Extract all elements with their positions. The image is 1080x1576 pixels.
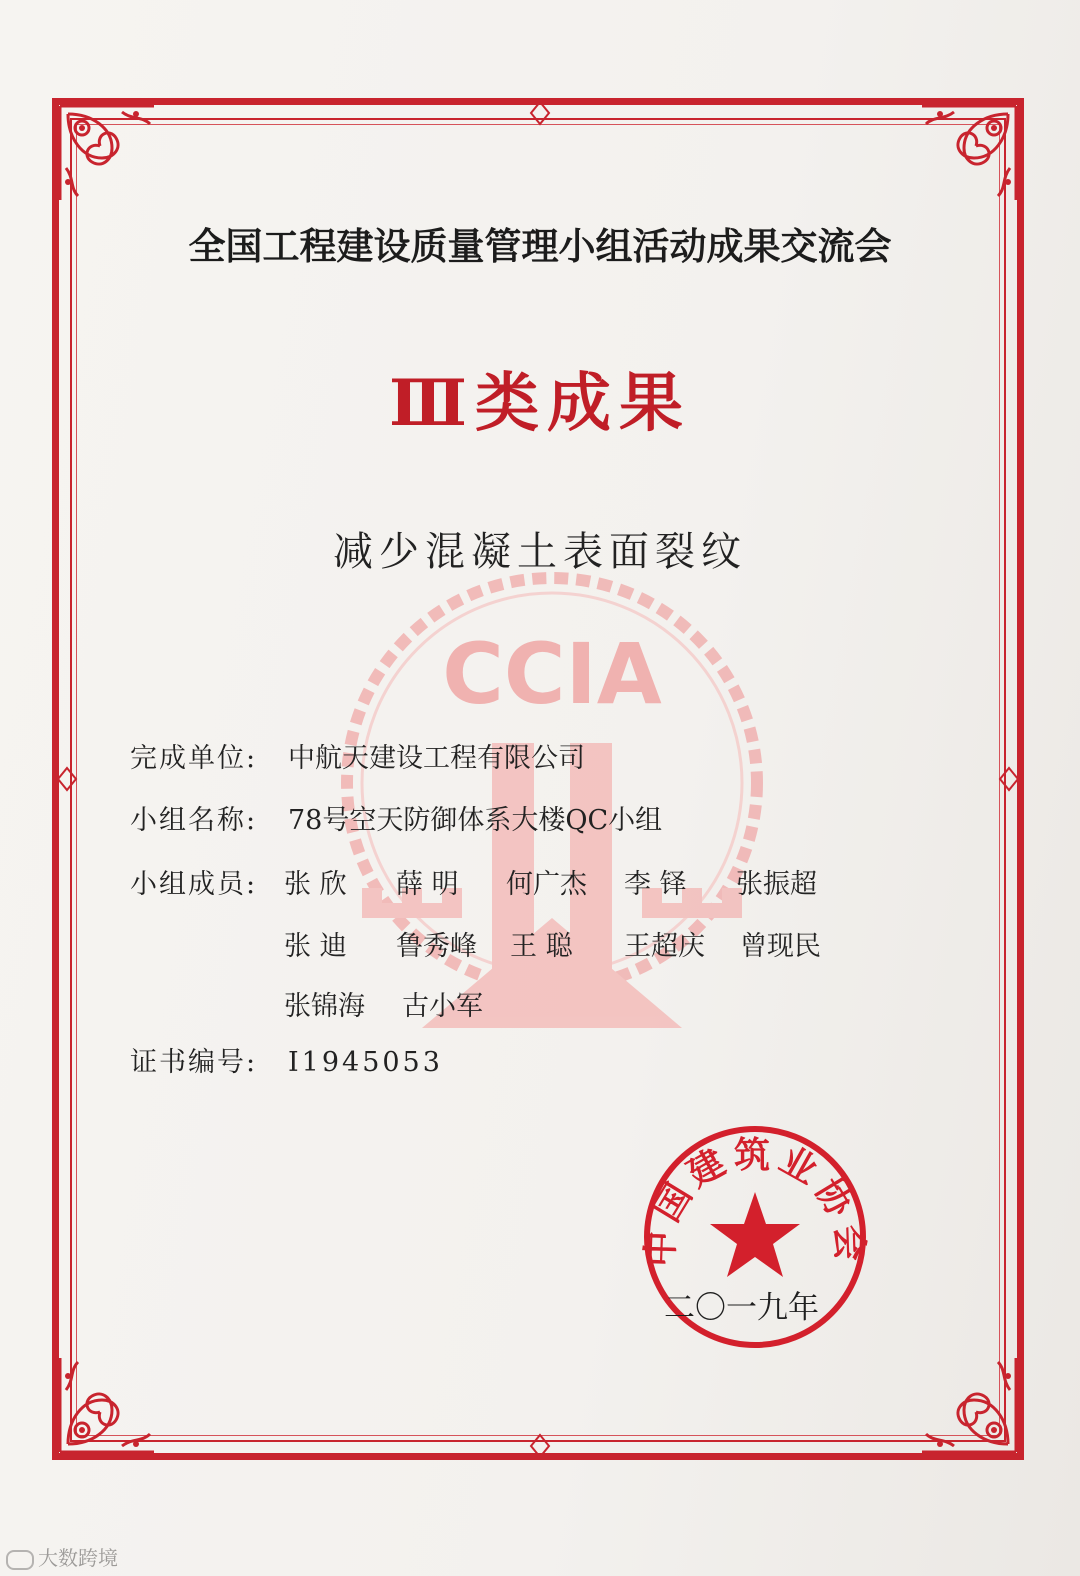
certificate-number-row <box>130 1040 443 1079</box>
group-name-value: 78号空天防御体系大楼QC小组 <box>288 805 663 836</box>
member-name: 古小军 <box>402 991 483 1022</box>
member-name: 何广杰 <box>506 869 587 900</box>
award-level-title: Ⅲ类成果 <box>389 366 691 441</box>
corner-ornament-icon <box>914 1350 1024 1460</box>
member-name: 张振超 <box>736 869 817 900</box>
member-name: 曾现民 <box>740 931 821 962</box>
seal-text: 中国建筑业协会 <box>640 1134 870 1268</box>
group-name-label: 小组名称: <box>130 805 258 836</box>
footer-logo-text: 大数跨境 <box>38 1546 118 1570</box>
completion-unit-row <box>130 736 585 775</box>
corner-ornament-icon <box>52 98 162 208</box>
edge-ornament-icon <box>54 766 80 792</box>
member-name: 王超庆 <box>624 931 705 962</box>
member-name: 张锦海 <box>284 991 365 1022</box>
member-name: 李 铎 <box>624 869 687 900</box>
issue-date: 二〇一九年 <box>664 1290 819 1326</box>
star-icon <box>710 1192 800 1277</box>
svg-text:CCIA: CCIA <box>442 625 662 723</box>
completion-unit-label: 完成单位: <box>130 743 258 774</box>
group-members-row <box>130 862 280 901</box>
member-name: 鲁秀峰 <box>396 931 477 962</box>
certificate-number-label: 证书编号: <box>130 1047 258 1078</box>
group-name-row <box>130 798 662 837</box>
edge-ornament-icon <box>996 766 1022 792</box>
corner-ornament-icon <box>52 1350 162 1460</box>
member-name: 张 欣 <box>284 869 347 900</box>
footer-logo <box>6 1542 118 1571</box>
footer-logo-icon <box>6 1550 34 1570</box>
group-members-label: 小组成员: <box>130 869 258 900</box>
conference-title: 全国工程建设质量管理小组活动成果交流会 <box>188 225 892 268</box>
corner-ornament-icon <box>914 98 1024 208</box>
member-name: 薛 明 <box>396 869 459 900</box>
edge-ornament-icon <box>527 1433 553 1459</box>
completion-unit-value: 中航天建设工程有限公司 <box>288 743 585 774</box>
certificate-number-value: I1945053 <box>288 1047 443 1078</box>
edge-ornament-icon <box>527 100 553 126</box>
project-title: 减少混凝土表面裂纹 <box>333 529 747 575</box>
member-name: 张 迪 <box>284 931 347 962</box>
member-name: 王 聪 <box>510 931 573 962</box>
